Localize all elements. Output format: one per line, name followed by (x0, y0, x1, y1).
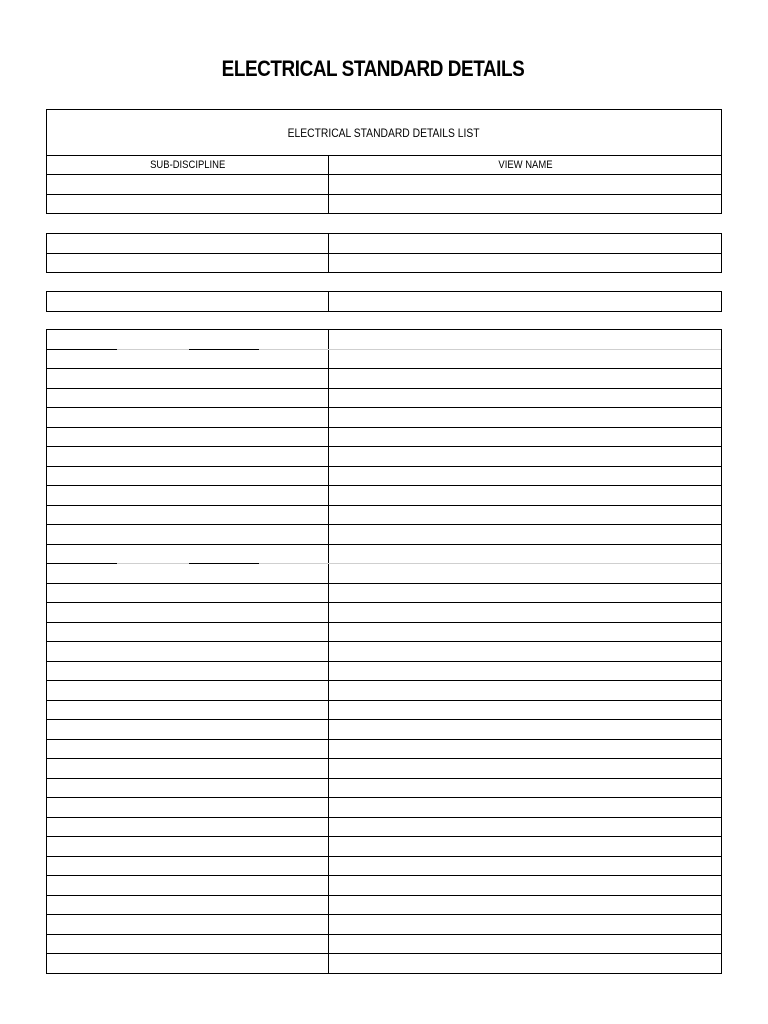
sub-discipline-cell[interactable] (47, 584, 329, 603)
sub-discipline-cell[interactable] (47, 486, 329, 505)
sub-discipline-cell[interactable] (47, 234, 329, 253)
sub-discipline-cell[interactable] (47, 954, 329, 973)
view-name-cell[interactable] (329, 234, 721, 253)
view-name-cell[interactable] (329, 525, 721, 544)
sub-discipline-cell[interactable] (47, 603, 329, 622)
view-name-cell[interactable] (329, 798, 721, 817)
sub-discipline-cell[interactable] (47, 759, 329, 778)
sub-discipline-cell[interactable] (47, 740, 329, 759)
view-name-cell[interactable] (329, 389, 721, 408)
view-name-cell[interactable] (329, 330, 721, 349)
sub-discipline-cell[interactable] (47, 545, 329, 564)
table-row (47, 428, 721, 448)
sub-discipline-cell[interactable] (47, 642, 329, 661)
table-row (47, 720, 721, 740)
sub-discipline-cell[interactable] (47, 506, 329, 525)
sub-discipline-cell[interactable] (47, 330, 329, 349)
table-row (47, 915, 721, 935)
view-name-cell[interactable] (329, 467, 721, 486)
table-row (47, 740, 721, 760)
view-name-cell[interactable] (329, 662, 721, 681)
sub-discipline-cell[interactable] (47, 857, 329, 876)
table-row (47, 467, 721, 487)
details-table-group-2 (46, 233, 722, 273)
table-row (47, 447, 721, 467)
sub-discipline-cell[interactable] (47, 837, 329, 856)
table-caption-text: ELECTRICAL STANDARD DETAILS LIST (288, 125, 480, 140)
table-row (47, 798, 721, 818)
view-name-cell[interactable] (329, 584, 721, 603)
view-name-cell[interactable] (329, 506, 721, 525)
table-row (47, 779, 721, 799)
view-name-cell[interactable] (329, 779, 721, 798)
view-name-cell[interactable] (329, 857, 721, 876)
table-row (47, 292, 721, 311)
table-row (47, 369, 721, 389)
view-name-cell[interactable] (329, 486, 721, 505)
page-title: ELECTRICAL STANDARD DETAILS (221, 56, 525, 81)
table-row (47, 701, 721, 721)
view-name-cell[interactable] (329, 623, 721, 642)
table-row (47, 876, 721, 896)
sub-discipline-cell[interactable] (47, 935, 329, 954)
sub-discipline-cell[interactable] (47, 408, 329, 427)
view-name-cell[interactable] (329, 954, 721, 973)
table-caption (47, 110, 721, 156)
view-name-cell[interactable] (329, 759, 721, 778)
table-row (47, 506, 721, 526)
table-row (47, 486, 721, 506)
view-name-cell[interactable] (329, 564, 721, 583)
table-row (47, 234, 721, 254)
view-name-cell[interactable] (329, 254, 721, 273)
view-name-cell[interactable] (329, 350, 721, 369)
table-row (47, 896, 721, 916)
view-name-cell[interactable] (329, 545, 721, 564)
sub-discipline-cell[interactable] (47, 195, 329, 214)
sub-discipline-cell[interactable] (47, 447, 329, 466)
view-name-cell[interactable] (329, 428, 721, 447)
details-table-group-3 (46, 291, 722, 312)
table-row (47, 584, 721, 604)
details-table-group-4 (46, 329, 722, 974)
sub-discipline-cell[interactable] (47, 389, 329, 408)
sub-discipline-cell[interactable] (47, 428, 329, 447)
table-row (47, 195, 721, 214)
sub-discipline-cell[interactable] (47, 798, 329, 817)
column-header-sub-discipline-text: SUB-DISCIPLINE (149, 159, 226, 171)
view-name-cell[interactable] (329, 740, 721, 759)
table-row (47, 857, 721, 877)
table-row (47, 254, 721, 273)
sub-discipline-cell[interactable] (47, 720, 329, 739)
sub-discipline-cell[interactable] (47, 467, 329, 486)
view-name-cell[interactable] (329, 720, 721, 739)
table-row (47, 662, 721, 682)
view-name-cell[interactable] (329, 876, 721, 895)
sub-discipline-cell[interactable] (47, 876, 329, 895)
table-row (47, 759, 721, 779)
table-row (47, 408, 721, 428)
table-row (47, 603, 721, 623)
column-header-sub-discipline (47, 156, 329, 174)
view-name-cell[interactable] (329, 642, 721, 661)
sub-discipline-cell[interactable] (47, 701, 329, 720)
view-name-cell[interactable] (329, 701, 721, 720)
view-name-cell[interactable] (329, 818, 721, 837)
sub-discipline-cell[interactable] (47, 662, 329, 681)
table-header-row (47, 156, 721, 175)
view-name-cell[interactable] (329, 681, 721, 700)
view-name-cell[interactable] (329, 447, 721, 466)
view-name-cell[interactable] (329, 195, 721, 214)
table-row (47, 818, 721, 838)
table-row (47, 330, 721, 350)
sub-discipline-cell[interactable] (47, 564, 329, 583)
table-row (47, 525, 721, 545)
sub-discipline-cell[interactable] (47, 915, 329, 934)
sub-discipline-cell[interactable] (47, 525, 329, 544)
view-name-cell[interactable] (329, 837, 721, 856)
sub-discipline-cell[interactable] (47, 681, 329, 700)
table-row (47, 623, 721, 643)
table-row (47, 954, 721, 973)
table-row (47, 681, 721, 701)
table-row (47, 837, 721, 857)
sub-discipline-cell[interactable] (47, 779, 329, 798)
table-row (47, 545, 721, 565)
table-row (47, 564, 721, 584)
view-name-cell[interactable] (329, 896, 721, 915)
sub-discipline-cell[interactable] (47, 350, 329, 369)
column-header-view-name (329, 156, 721, 174)
view-name-cell[interactable] (329, 175, 721, 194)
sub-discipline-cell[interactable] (47, 896, 329, 915)
sub-discipline-cell[interactable] (47, 292, 329, 311)
table-row (47, 175, 721, 195)
sub-discipline-cell[interactable] (47, 254, 329, 273)
sub-discipline-cell[interactable] (47, 623, 329, 642)
sub-discipline-cell[interactable] (47, 175, 329, 194)
table-row (47, 642, 721, 662)
view-name-cell[interactable] (329, 915, 721, 934)
view-name-cell[interactable] (329, 603, 721, 622)
sub-discipline-cell[interactable] (47, 369, 329, 388)
table-row (47, 350, 721, 370)
view-name-cell[interactable] (329, 408, 721, 427)
column-header-view-name-text: VIEW NAME (497, 159, 553, 171)
view-name-cell[interactable] (329, 935, 721, 954)
view-name-cell[interactable] (329, 369, 721, 388)
details-table (46, 109, 722, 214)
sub-discipline-cell[interactable] (47, 818, 329, 837)
table-row (47, 935, 721, 955)
table-row (47, 389, 721, 409)
view-name-cell[interactable] (329, 292, 721, 311)
